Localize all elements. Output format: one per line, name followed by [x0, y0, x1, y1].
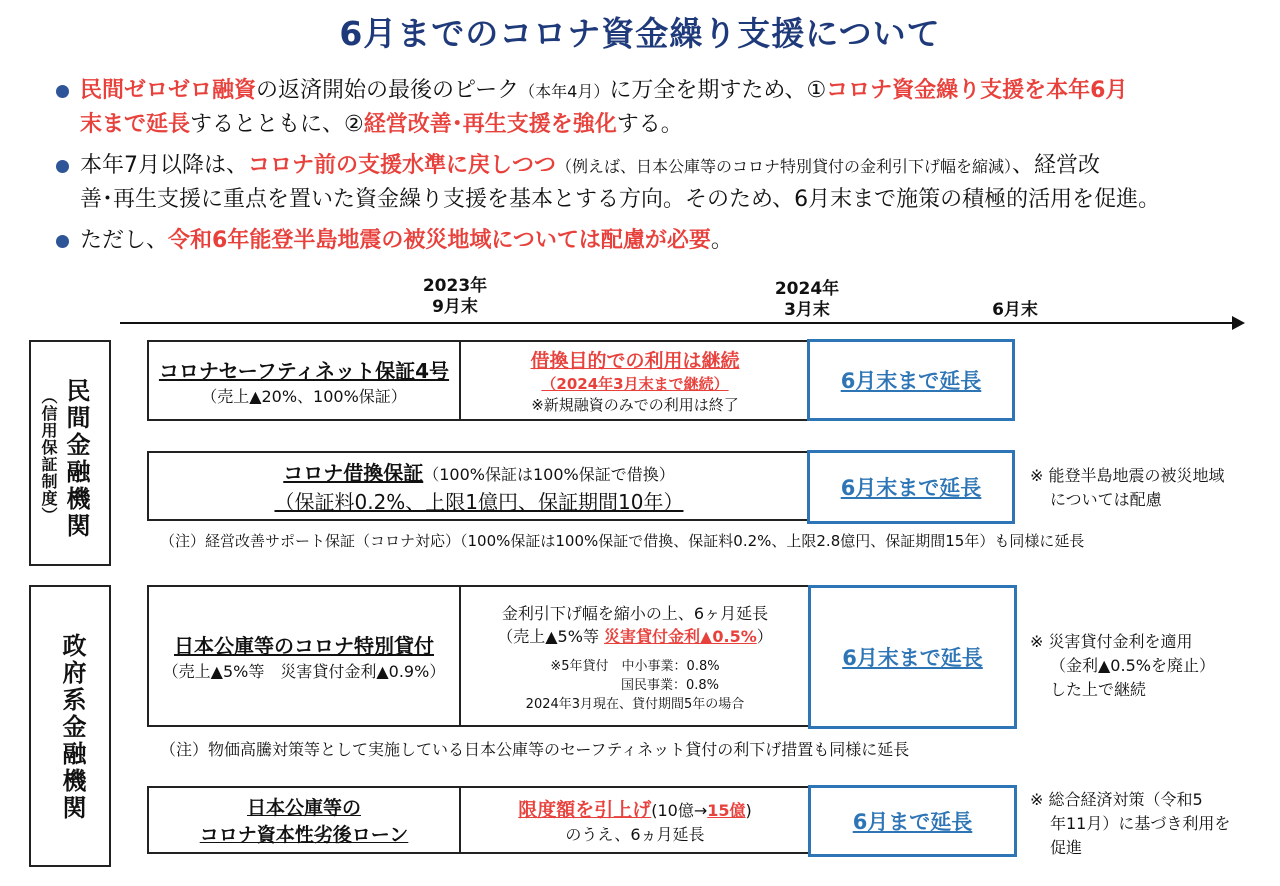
side-note-line: については配慮	[1050, 490, 1162, 509]
refinance-continue-sub: （2024年3月末まで継続）	[541, 375, 729, 393]
bullet-1-text: 民間ゼロゼロ融資	[80, 78, 257, 103]
new-loan-ended-note: ※新規融資のみでの利用は終了	[531, 396, 739, 414]
noto-earthquake-note	[1030, 464, 1270, 512]
safety-net-guarantee-row	[147, 340, 811, 421]
bullet-1-text: 末まで延長	[80, 112, 191, 137]
subordinated-loan-name: コロナ資本性劣後ローン	[199, 824, 409, 846]
bullet-1	[60, 74, 1250, 141]
side-note-line: ※ 能登半島地震の被災地域	[1030, 466, 1225, 485]
bullet-1-text: するとともに、②	[190, 112, 364, 137]
refinance-continue-text: 借換目的での利用は継続	[530, 350, 740, 372]
side-note-line: 促進	[1050, 838, 1083, 857]
bullet-3-text: 。	[710, 228, 733, 253]
bullet-1-text: コロナ資金繰り支援を本年6月	[826, 78, 1128, 103]
special-loan-row	[147, 585, 811, 727]
rate-note-line: ※5年貸付 中小事業：0.8%	[550, 659, 720, 674]
timeline-month: 3月末	[784, 300, 830, 320]
subordinated-loan-row	[147, 786, 811, 854]
refinance-guarantee-name: コロナ借換保証	[283, 461, 424, 485]
safety-net-guarantee-name: コロナセーフティネット保証4号	[158, 358, 450, 383]
side-note-line: 年11月）に基づき利用を	[1050, 814, 1231, 833]
private-institutions-sublabel: （信用保証制度）	[39, 388, 58, 524]
refinance-guarantee-suffix: （100%保証は100%保証で借換）	[423, 465, 675, 484]
extension-text: 6月まで延長	[852, 810, 973, 834]
timeline-month: 9月末	[432, 297, 478, 317]
bullet-1-text: 経営改善･再生支援を強化	[363, 112, 617, 137]
government-institutions-label: 政府系金融機関	[58, 633, 86, 822]
extension-text: 6月末まで延長	[842, 646, 983, 670]
bullet-dot-icon	[56, 160, 69, 173]
bullet-2	[60, 149, 1250, 216]
limit-raise-extension: のうえ、6ヵ月延長	[565, 825, 705, 844]
bullet-2-text: （例えば、日本公庫等のコロナ特別貸付の金利引下げ幅を縮減）	[556, 157, 1013, 176]
limit-raise-detail: )	[745, 801, 752, 820]
timeline-month: 6月末	[992, 300, 1038, 320]
rate-reduction-detail: ）	[756, 627, 773, 646]
bullet-2-text: 、経営改	[1012, 153, 1101, 178]
limit-raise-new-value: 15億	[707, 801, 746, 820]
side-note-line: ※ 総合経済対策（令和5	[1030, 790, 1203, 809]
bullet-2-text: 本年7月以降は、	[80, 153, 248, 178]
government-footnote: （注）物価高騰対策等として実施している日本公庫等のセーフティネット貸付の利下げ措置も同様に延長	[160, 740, 910, 759]
bullet-3-text: 令和6年能登半島地震の被災地域については配慮が必要	[168, 228, 711, 253]
timeline-label-2024-mar	[752, 279, 862, 321]
arrow-right-icon	[1232, 316, 1245, 330]
private-footnote: （注）経営改善サポート保証（コロナ対応）（100%保証は100%保証で借換、保証料0.2%、上限2.8億円、保証期間15年）も同様に延長	[160, 532, 1085, 550]
timeline-axis	[120, 322, 1236, 324]
extension-text: 6月末まで延長	[840, 369, 982, 393]
special-loan-detail: （売上▲5%等 災害貸付金利▲0.9%）	[162, 662, 446, 681]
disaster-rate-note	[1030, 630, 1270, 702]
special-loan-name: 日本公庫等のコロナ特別貸付	[174, 634, 434, 658]
limit-raise-text: 限度額を引上げ	[518, 799, 652, 821]
extension-box-1	[807, 339, 1015, 421]
economic-measures-note	[1030, 788, 1275, 860]
rate-note-line: 国民事業：0.8%	[620, 678, 720, 693]
timeline-label-jun	[960, 300, 1070, 321]
refinance-guarantee-detail: （保証料0.2%、上限1億円、保証期間10年）	[274, 490, 684, 514]
page-title: 6月までのコロナ資金繰り支援について	[339, 14, 941, 53]
bullet-1-text: する。	[616, 112, 683, 137]
disaster-rate-text: 災害貸付金利▲0.5%	[604, 627, 757, 646]
rate-reduction-detail: （売上▲5%等	[497, 627, 599, 646]
extension-text: 6月末まで延長	[840, 476, 982, 500]
extension-box-4	[808, 785, 1017, 857]
timeline-year: 2024年	[774, 279, 840, 299]
refinance-guarantee-row	[147, 451, 811, 521]
private-institutions-label: 民間金融機関	[62, 378, 90, 540]
subordinated-loan-name: 日本公庫等の	[246, 797, 361, 819]
private-institutions-label-box	[29, 340, 111, 566]
side-note-line: ※ 災害貸付金利を適用	[1030, 632, 1193, 651]
limit-raise-detail: (10億→	[651, 801, 708, 820]
side-note-line: （金利▲0.5%を廃止）	[1050, 656, 1215, 675]
bullet-2-text: コロナ前の支援水準に戻しつつ	[248, 153, 557, 178]
timeline-label-2023-sep	[400, 276, 510, 318]
bullet-1-text: の返済開始の最後のピーク	[256, 78, 520, 103]
rate-note-line: 2024年3月現在、貸付期間5年の場合	[525, 697, 745, 712]
bullet-1-text: （本年4月）	[519, 82, 610, 101]
side-note-line: した上で継続	[1050, 680, 1147, 699]
bullet-2-text: 善･再生支援に重点を置いた資金繰り支援を基本とする方向。そのため、6月末まで施策の積極的活用を促進。	[80, 187, 1161, 212]
bullet-dot-icon	[56, 235, 69, 248]
bullet-3	[60, 224, 1250, 257]
timeline-year: 2023年	[422, 276, 488, 296]
safety-net-guarantee-detail: （売上▲20%、100%保証）	[201, 386, 407, 406]
extension-box-2	[807, 450, 1015, 524]
rate-reduction-text: 金利引下げ幅を縮小の上、6ヶ月延長	[501, 604, 769, 623]
extension-box-3	[808, 585, 1017, 729]
bullet-dot-icon	[56, 85, 69, 98]
government-institutions-label-box	[29, 585, 111, 867]
bullet-1-text: に万全を期すため、①	[609, 78, 827, 103]
bullet-3-text: ただし、	[80, 228, 169, 253]
